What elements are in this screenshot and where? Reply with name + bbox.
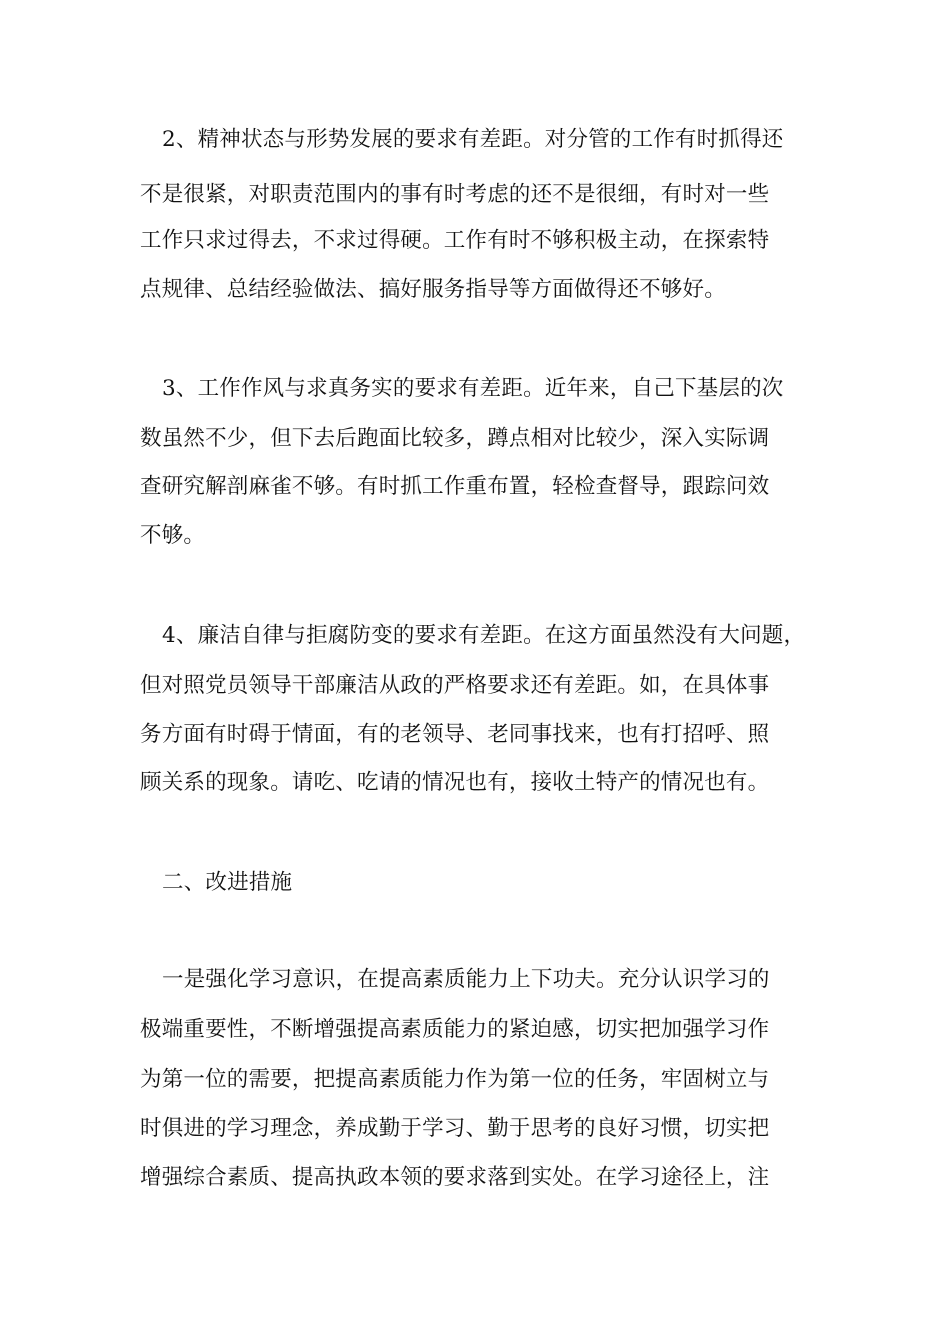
text-line: 顾关系的现象。请吃、吃请的情况也有，接收土特产的情况也有。	[140, 770, 770, 795]
text-line: 不够。	[140, 523, 206, 548]
text-line: 极端重要性，不断增强提高素质能力的紧迫感，切实把加强学习作	[140, 1017, 770, 1042]
text-line: 工作只求过得去，不求过得硬。工作有时不够积极主动，在探索特	[140, 228, 770, 253]
text-line: 点规律、总结经验做法、搞好服务指导等方面做得还不够好。	[140, 277, 726, 302]
text-line: 数虽然不少，但下去后跑面比较多，蹲点相对比较少，深入实际调	[140, 426, 770, 451]
text-line: 一是强化学习意识，在提高素质能力上下功夫。充分认识学习的	[162, 967, 770, 992]
text-line: 不是很紧，对职责范围内的事有时考虑的还不是很细，有时对一些	[140, 182, 770, 207]
text-line: 3、工作作风与求真务实的要求有差距。近年来，自己下基层的次	[162, 376, 784, 401]
heading-text: 二、改进措施	[162, 870, 293, 895]
text-line: 务方面有时碍于情面，有的老领导、老同事找来，也有打招呼、照	[140, 722, 770, 747]
text-line: 增强综合素质、提高执政本领的要求落到实处。在学习途径上，注	[140, 1165, 770, 1190]
text-line: 查研究解剖麻雀不够。有时抓工作重布置，轻检查督导，跟踪问效	[140, 474, 770, 499]
text-line: 时俱进的学习理念，养成勤于学习、勤于思考的良好习惯，切实把	[140, 1116, 770, 1141]
text-line: 4、廉洁自律与拒腐防变的要求有差距。在这方面虽然没有大问题，	[162, 623, 806, 648]
text-line: 为第一位的需要，把提高素质能力作为第一位的任务，牢固树立与	[140, 1067, 770, 1092]
text-line: 但对照党员领导干部廉洁从政的严格要求还有差距。如，在具体事	[140, 673, 770, 698]
text-line: 2、精神状态与形势发展的要求有差距。对分管的工作有时抓得还	[162, 127, 784, 152]
